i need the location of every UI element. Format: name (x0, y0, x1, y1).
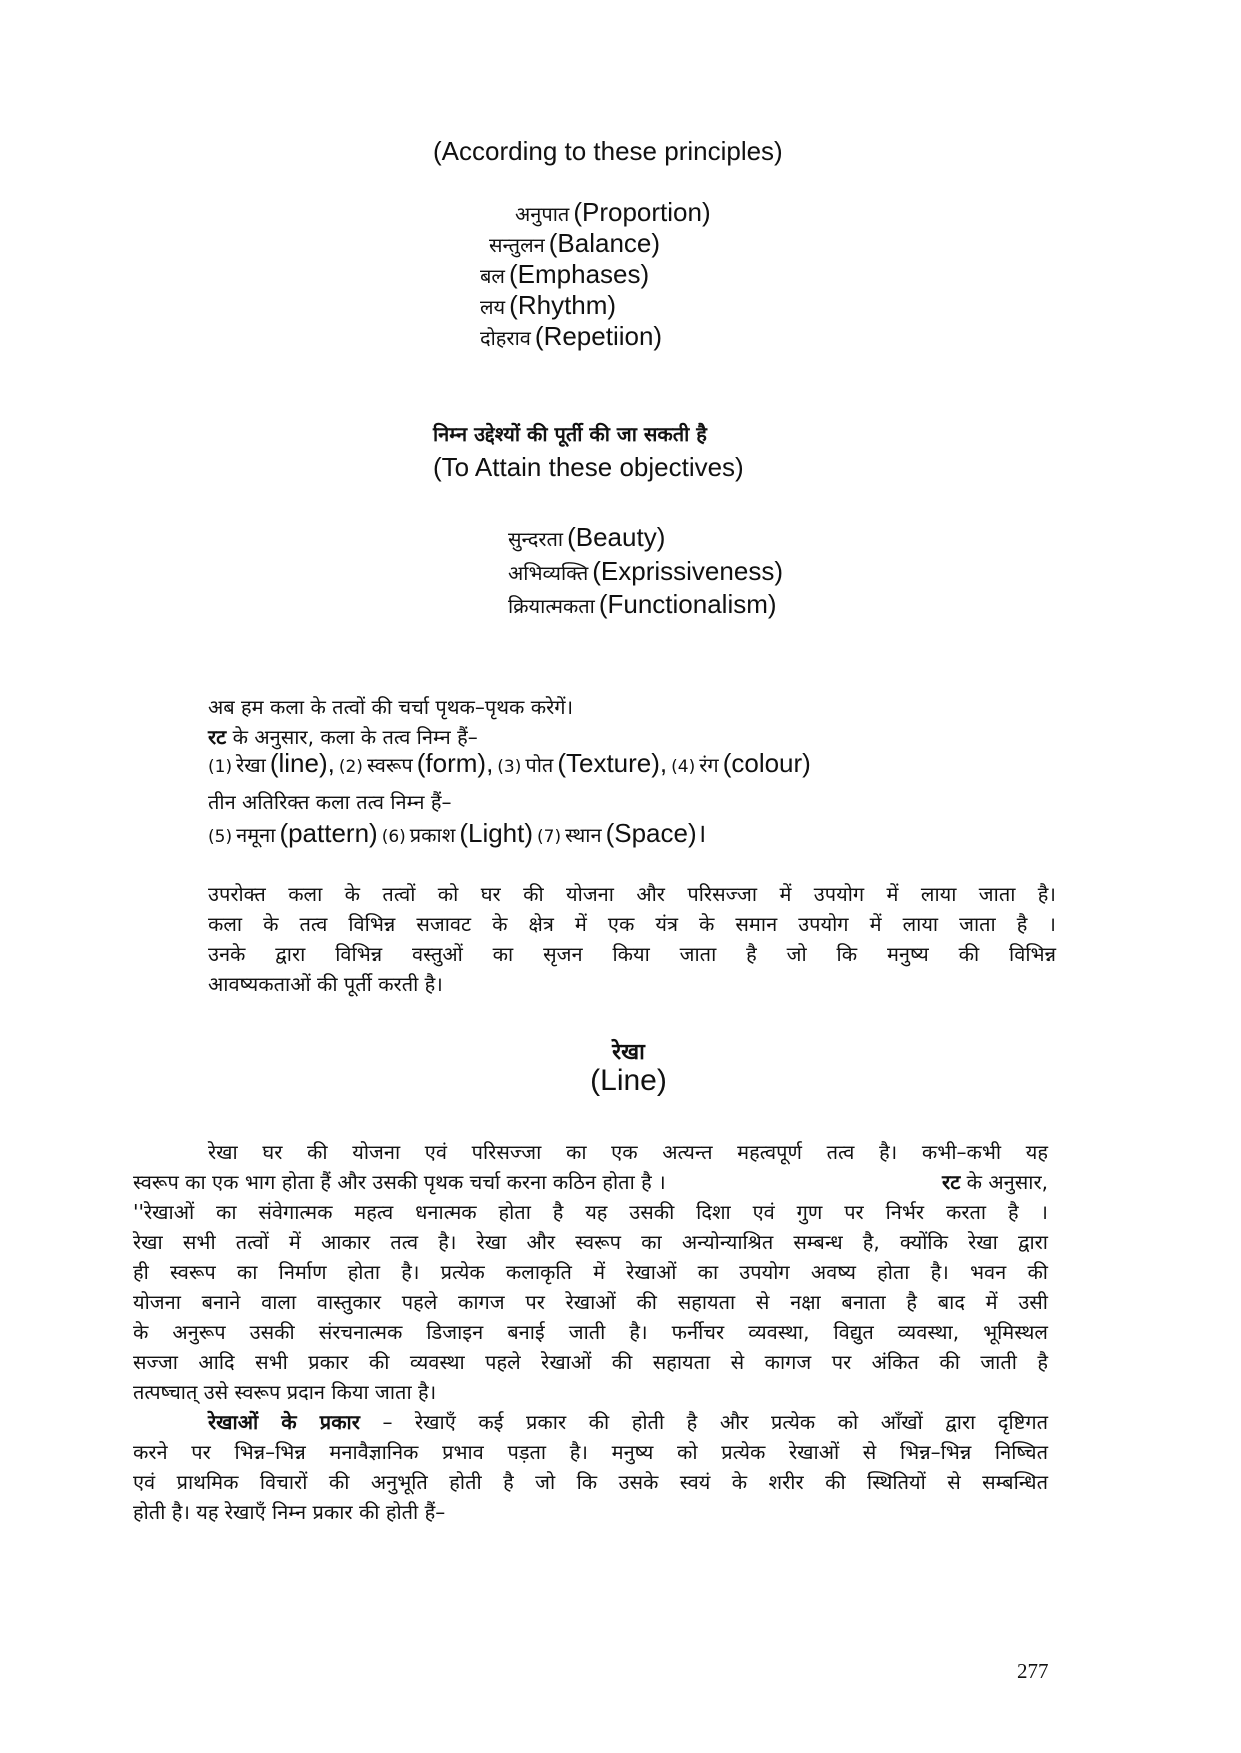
element-hindi: रंग (699, 753, 719, 777)
para2-line: तत्पष्चात् उसे स्वरूप प्रदान किया जाता है। (133, 1380, 437, 1404)
section-title-hindi-text: रेखा (612, 1040, 645, 1065)
additional-elements-intro: तीन अतिरिक्त कला तत्व निम्न हैं– (208, 790, 452, 814)
para2-line: के अनुरूप उसकी संरचनात्मक डिजाइन बनाई जाती है। फर्नीचर व्यवस्था, विद्युत व्यवस्था, भूमिस्थल (133, 1320, 1048, 1344)
elements-list-additional (208, 814, 706, 850)
section-title-hindi (0, 1036, 1241, 1066)
element-number: (1) (208, 757, 233, 777)
element-hindi: नमूना (236, 823, 276, 847)
element-english: (colour) (722, 748, 811, 778)
section-title-english-text: (Line) (590, 1064, 667, 1097)
principle-hindi: अनुपात (515, 202, 570, 226)
principle-english: (Proportion) (573, 197, 711, 227)
principle-english: (Balance) (548, 228, 661, 258)
element-number: (7) (537, 827, 562, 847)
element-english: (Texture), (557, 748, 668, 778)
element-hindi: रेखा (236, 753, 266, 777)
page-number: 277 (1017, 1659, 1049, 1683)
elements-according-line (208, 723, 478, 750)
para2-line-text: स्वरूप का एक भाग होता हैं और उसकी पृथक चर्चा करना कठिन होता है । (133, 1170, 666, 1194)
para1-line: कला के तत्व विभिन्न सजावट के क्षेत्र में एक यंत्र के समान उपयोग में लाया जाता है । (208, 912, 1056, 936)
element-number: (3) (497, 757, 522, 777)
element-english: (pattern) (279, 818, 378, 848)
objectives-heading-english: (To Attain these objectives) (433, 452, 744, 482)
element-number: (4) (671, 757, 696, 777)
author-name: रट (942, 1170, 961, 1194)
principle-item (480, 321, 662, 352)
element-hindi: स्वरूप (366, 753, 413, 777)
principles-heading: (According to these principles) (433, 136, 783, 166)
element-english: (line), (269, 748, 335, 778)
objective-english: (Beauty) (567, 522, 666, 552)
para2-line (133, 1168, 1048, 1195)
objective-item (508, 589, 777, 620)
para2-line: रेखा सभी तत्वों में आकार तत्व है। रेखा और स्वरूप का अन्योन्याश्रित सम्बन्ध है, क्योंकि रेखा द्वारा (133, 1230, 1048, 1254)
element-number: (5) (208, 827, 233, 847)
element-hindi: स्थान (565, 823, 602, 847)
principle-english: (Rhythm) (509, 290, 617, 320)
element-english: (Space)। (605, 818, 707, 848)
para1-line: उनके द्वारा विभिन्न वस्तुओं का सृजन किया जाता है जो कि मनुष्य की विभिन्न (208, 942, 1056, 966)
para3-line: एवं प्राथमिक विचारों की अनुभूति होती है जो कि उसके स्वयं के शरीर की स्थितियों से सम्बन्धित (133, 1470, 1048, 1494)
para2-line: ही स्वरूप का निर्माण होता है। प्रत्येक कलाकृति में रेखाओं का उपयोग अवष्य होता है। भवन की (133, 1260, 1048, 1284)
para2-line: रेखा घर की योजना एवं परिसज्जा का एक अत्यन्त महत्वपूर्ण तत्व है। कभी–कभी यह (208, 1140, 1048, 1164)
principle-hindi: दोहराव (480, 326, 531, 350)
para2-line: ''रेखाओं का संवेगात्मक महत्व धनात्मक होता है यह उसकी दिशा एवं गुण पर निर्भर करता है । (133, 1200, 1048, 1224)
principle-item (515, 197, 711, 228)
principle-item (480, 259, 649, 290)
element-number: (2) (338, 757, 363, 777)
objective-hindi: सुन्दरता (508, 527, 564, 551)
para2-line-tail: के अनुसार, (960, 1170, 1048, 1194)
para3-line: होती है। यह रेखाएँ निम्न प्रकार की होती हैं– (133, 1500, 446, 1524)
principle-hindi: बल (480, 264, 505, 288)
author-name: रट (208, 725, 227, 749)
elements-according-text: के अनुसार, कला के तत्व निम्न हैं– (226, 725, 478, 749)
principle-english: (Emphases) (508, 259, 650, 289)
objective-hindi: अभिव्यक्ति (508, 561, 589, 585)
element-english: (form), (416, 748, 494, 778)
para1-line: आवष्यकताओं की पूर्ती करती है। (208, 972, 443, 996)
objective-item (508, 556, 783, 587)
para2-line: योजना बनाने वाला वास्तुकार पहले कागज पर रेखाओं की सहायता से नक्षा बनाता है बाद में उसी (133, 1290, 1048, 1314)
objective-english: (Exprissiveness) (592, 556, 783, 586)
para3-line-text: – रेखाएँ कई प्रकार की होती है और प्रत्येक को आँखों द्वारा दृष्टिगत (359, 1410, 1049, 1434)
elements-intro: अब हम कला के तत्वों की चर्चा पृथक–पृथक करेगें। (208, 695, 574, 719)
elements-list-primary (208, 748, 811, 779)
para3-line (208, 1408, 1048, 1435)
objective-item (508, 522, 665, 553)
principle-item (489, 228, 660, 259)
element-hindi: प्रकाश (409, 823, 456, 847)
section-title-english (0, 1064, 1241, 1098)
element-hindi: पोत (525, 753, 554, 777)
para1-line: उपरोक्त कला के तत्वों को घर की योजना और परिसज्जा में उपयोग में लाया जाता है। (208, 882, 1056, 906)
para2-line: सज्जा आदि सभी प्रकार की व्यवस्था पहले रेखाओं की सहायता से कागज पर अंकित की जाती है (133, 1350, 1048, 1374)
objectives-heading-hindi: निम्न उद्देश्यों की पूर्ती की जा सकती है (433, 422, 707, 446)
principle-english: (Repetiion) (534, 321, 663, 351)
objective-english: (Functionalism) (598, 589, 777, 619)
line-types-heading: रेखाओं के प्रकार (208, 1410, 360, 1434)
element-english: (Light) (459, 818, 534, 848)
principle-hindi: सन्तुलन (489, 233, 545, 257)
principle-hindi: लय (480, 295, 506, 319)
para3-line: करने पर भिन्न–भिन्न मनावैज्ञानिक प्रभाव पड़ता है। मनुष्य को प्रत्येक रेखाओं से भिन्न–भिन्न निष्चित (133, 1440, 1048, 1464)
element-number: (6) (381, 827, 406, 847)
principle-item (480, 290, 616, 321)
objective-hindi: क्रियात्मकता (508, 594, 595, 618)
